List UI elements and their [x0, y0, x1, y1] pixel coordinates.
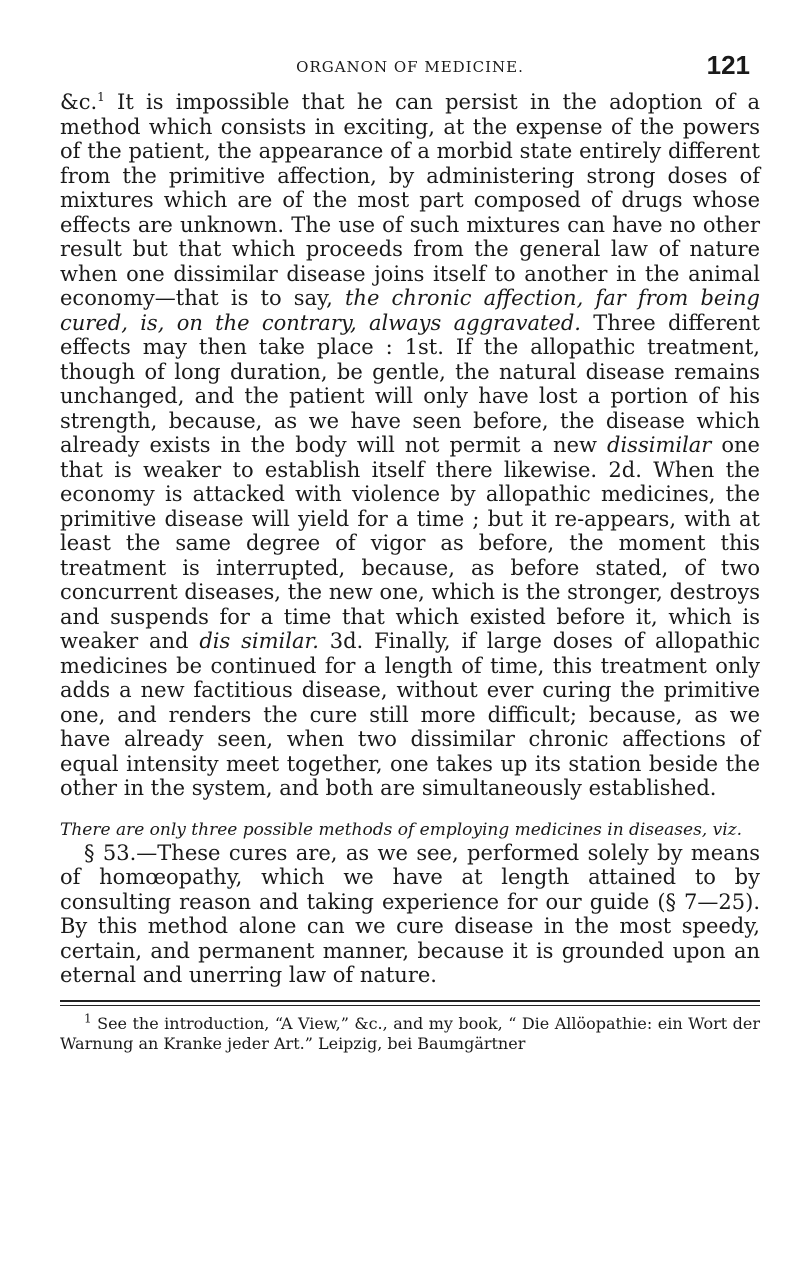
body-text	[60, 90, 760, 988]
para1-text-b: Three different effects may then take place : 1st. If the allopathic treatment, though of long duration, be gentle, the natural disease remains unchanged, and the patient will only have lost a portion of his strength, because, as we have seen before, the disease which already exists in the body will not permit a new	[60, 310, 760, 457]
paragraph-section-53: § 53.—These cures are, as we see, performed solely by means of homœopathy, which we have at length attained to by consulting reason and taking experience for our guide (§ 7—25). By this method alone can we cure disease in the most speedy, certain, and permanent manner, because it is grounded upon an eternal and unerring law of nature.	[60, 840, 760, 987]
para1-emphasis-1: the chronic affection, far from being cured, is, on the contrary, always aggravated.	[60, 286, 761, 335]
para1-text-a: It is impossible that he can persist in the adoption of a method which consists in exciting, at the expense of the powers of the patient, the appearance of a morbid state entirely different from the primitive affection, by administering strong doses of mixtures which are of the most part composed of drugs whose effects are unknown. The use of such mixtures can have no other result but that which proceeds from the general law of nature when one dissimilar disease joins itself to another in the animal economy—that is to say,	[60, 90, 760, 310]
footnote-mark: 1	[84, 1011, 92, 1026]
book-page	[60, 50, 760, 1054]
running-head: ORGANON OF MEDICINE.	[296, 58, 524, 76]
para1-text-d: 3d. Finally, if large doses of allopathic medicines be continued for a length of time, this treatment only adds a new factitious disease, without ever curing the primitive one, and renders the cure still more difficult; because, as we have already seen, when two dissimilar chronic affections of equal intensity meet together, one takes up its station beside the other in the system, and both are simultaneously established.	[60, 629, 760, 800]
footnote-rule-thin	[60, 1005, 760, 1006]
para1-emphasis-3: dis similar.	[199, 629, 319, 653]
footnote	[60, 1011, 760, 1054]
para1-text-c: one that is weaker to establish itself there likewise. 2d. When the economy is attacked with violence by allopathic medicines, the primitive disease will yield for a time ; but it re-appears, with at least the same degree of vigor as before, the moment this treatment is interrupted, because, as before stated, of two concurrent diseases, the new one, which is the stronger, destroys and suspends for a time that which existed before it, which is weaker and	[60, 433, 760, 653]
footnote-ref: 1	[97, 90, 105, 104]
page-number: 121	[706, 50, 750, 80]
page-header	[60, 50, 760, 90]
para1-emphasis-2: dissimilar	[607, 433, 712, 457]
footnote-text: See the introduction, “A View,” &c., and my book, “ Die Allöopathie: ein Wort der Warnung an Kranke jeder Art.” Leipzig, bei Baumgärtner	[60, 1013, 760, 1053]
section-heading: There are only three possible methods of employing medicines in diseases, viz.	[60, 819, 743, 840]
para1-start: &c.	[60, 90, 98, 114]
paragraph-1	[60, 90, 760, 801]
footnote-rule	[60, 1000, 760, 1002]
